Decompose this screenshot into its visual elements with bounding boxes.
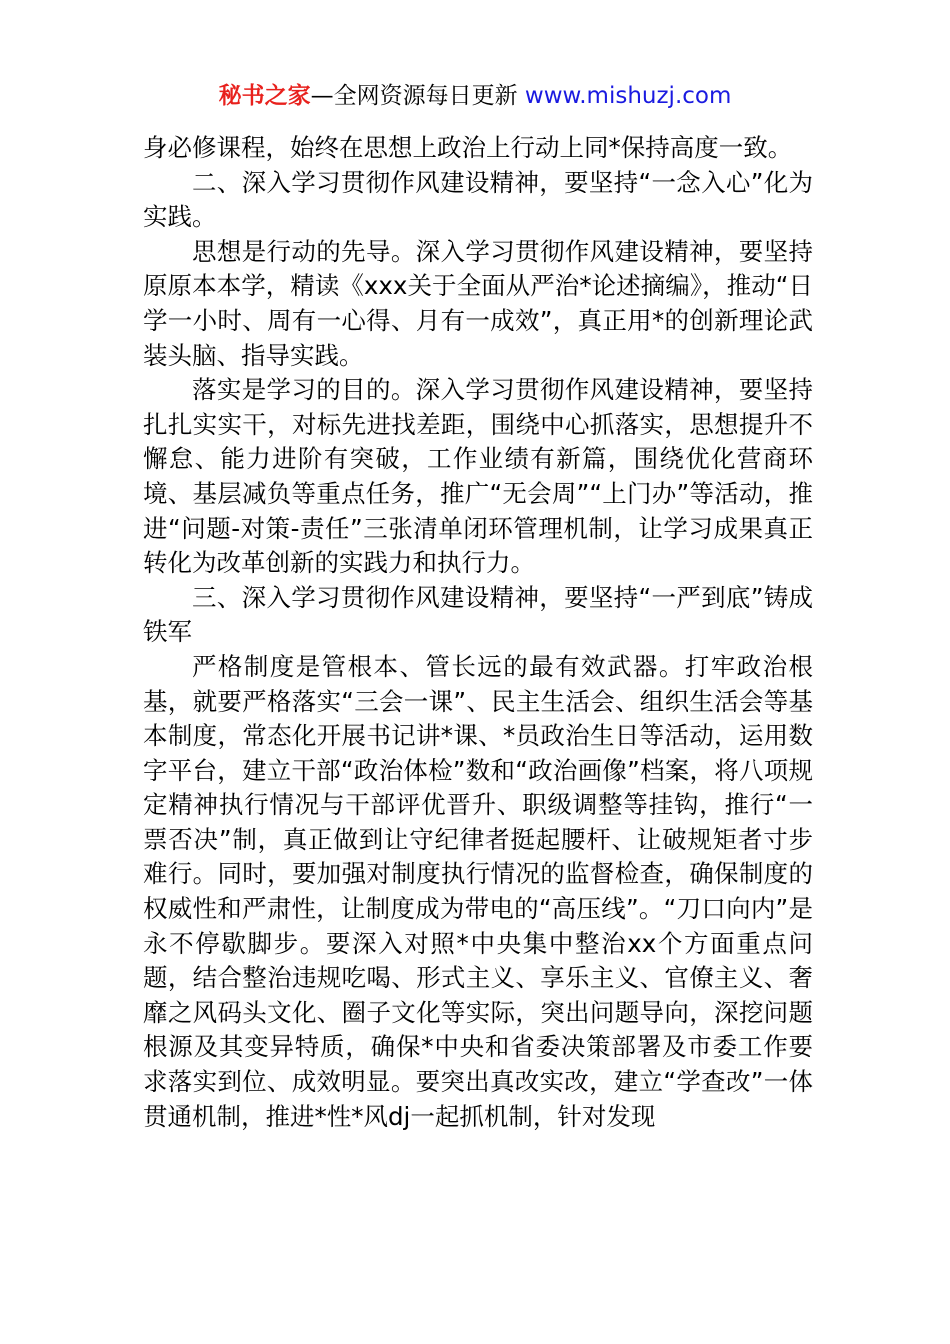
paragraph: 落实是学习的目的。深入学习贯彻作风建设精神，要坚持扎扎实实干，对标先进找差距，围绕中心抓落实，思想提升不懈怠、能力进阶有突破，工作业绩有新篇，围绕优化营商环境、基层减负等重点任务，推广“无会周”“上门办”等活动，推进“问题-对策-责任”三张清单闭环管理机制，让学习成果真正转化为改革创新的实践力和执行力。 (143, 375, 813, 578)
site-header (0, 80, 950, 112)
brand-name: 秘书之家 (218, 83, 311, 109)
paragraph-continuation: 身必修课程，始终在思想上政治上行动上同*保持高度一致。 (143, 133, 793, 162)
section-heading-2: 二、深入学习贯彻作风建设精神，要坚持“一念入心”化为实践。 (143, 167, 813, 232)
site-url[interactable]: www.mishuzj.com (524, 83, 732, 109)
document-body (143, 131, 813, 1134)
paragraph: 思想是行动的先导。深入学习贯彻作风建设精神，要坚持原原本本学，精读《xxx关于全面从严治*论述摘编》，推动“日学一小时、周有一心得、月有一成效”，真正用*的创新理论武装头脑、指导实践。 (143, 236, 813, 370)
section-heading-3: 三、深入学习贯彻作风建设精神，要坚持“一严到底”铸成铁军 (143, 582, 813, 647)
paragraph: 严格制度是管根本、管长远的最有效武器。打牢政治根基，就要严格落实“三会一课”、民主生活会、组织生活会等基本制度，常态化开展书记讲*课、*员政治生日等活动，运用数字平台，建立干部“政治体检”数和“政治画像”档案，将八项规定精神执行情况与干部评优晋升、职级调整等挂钩，推行“一票否决”制，真正做到让守纪律者挺起腰杆、让破规矩者寸步难行。同时，要加强对制度执行情况的监督检查，确保制度的权威性和严肃性，让制度成为带电的“高压线”。“刀口向内”是永不停歇脚步。要深入对照*中央集中整治xx个方面重点问题，结合整治违规吃喝、形式主义、享乐主义、官僚主义、奢靡之风码头文化、圈子文化等实际，突出问题导向，深挖问题根源及其变异特质，确保*中央和省委决策部署及市委工作要求落实到位、成效明显。要突出真改实改，建立“学查改”一体贯通机制，推进*性*风dj一起抓机制，针对发现 (143, 651, 813, 1131)
header-tagline: —全网资源每日更新 (310, 83, 518, 109)
